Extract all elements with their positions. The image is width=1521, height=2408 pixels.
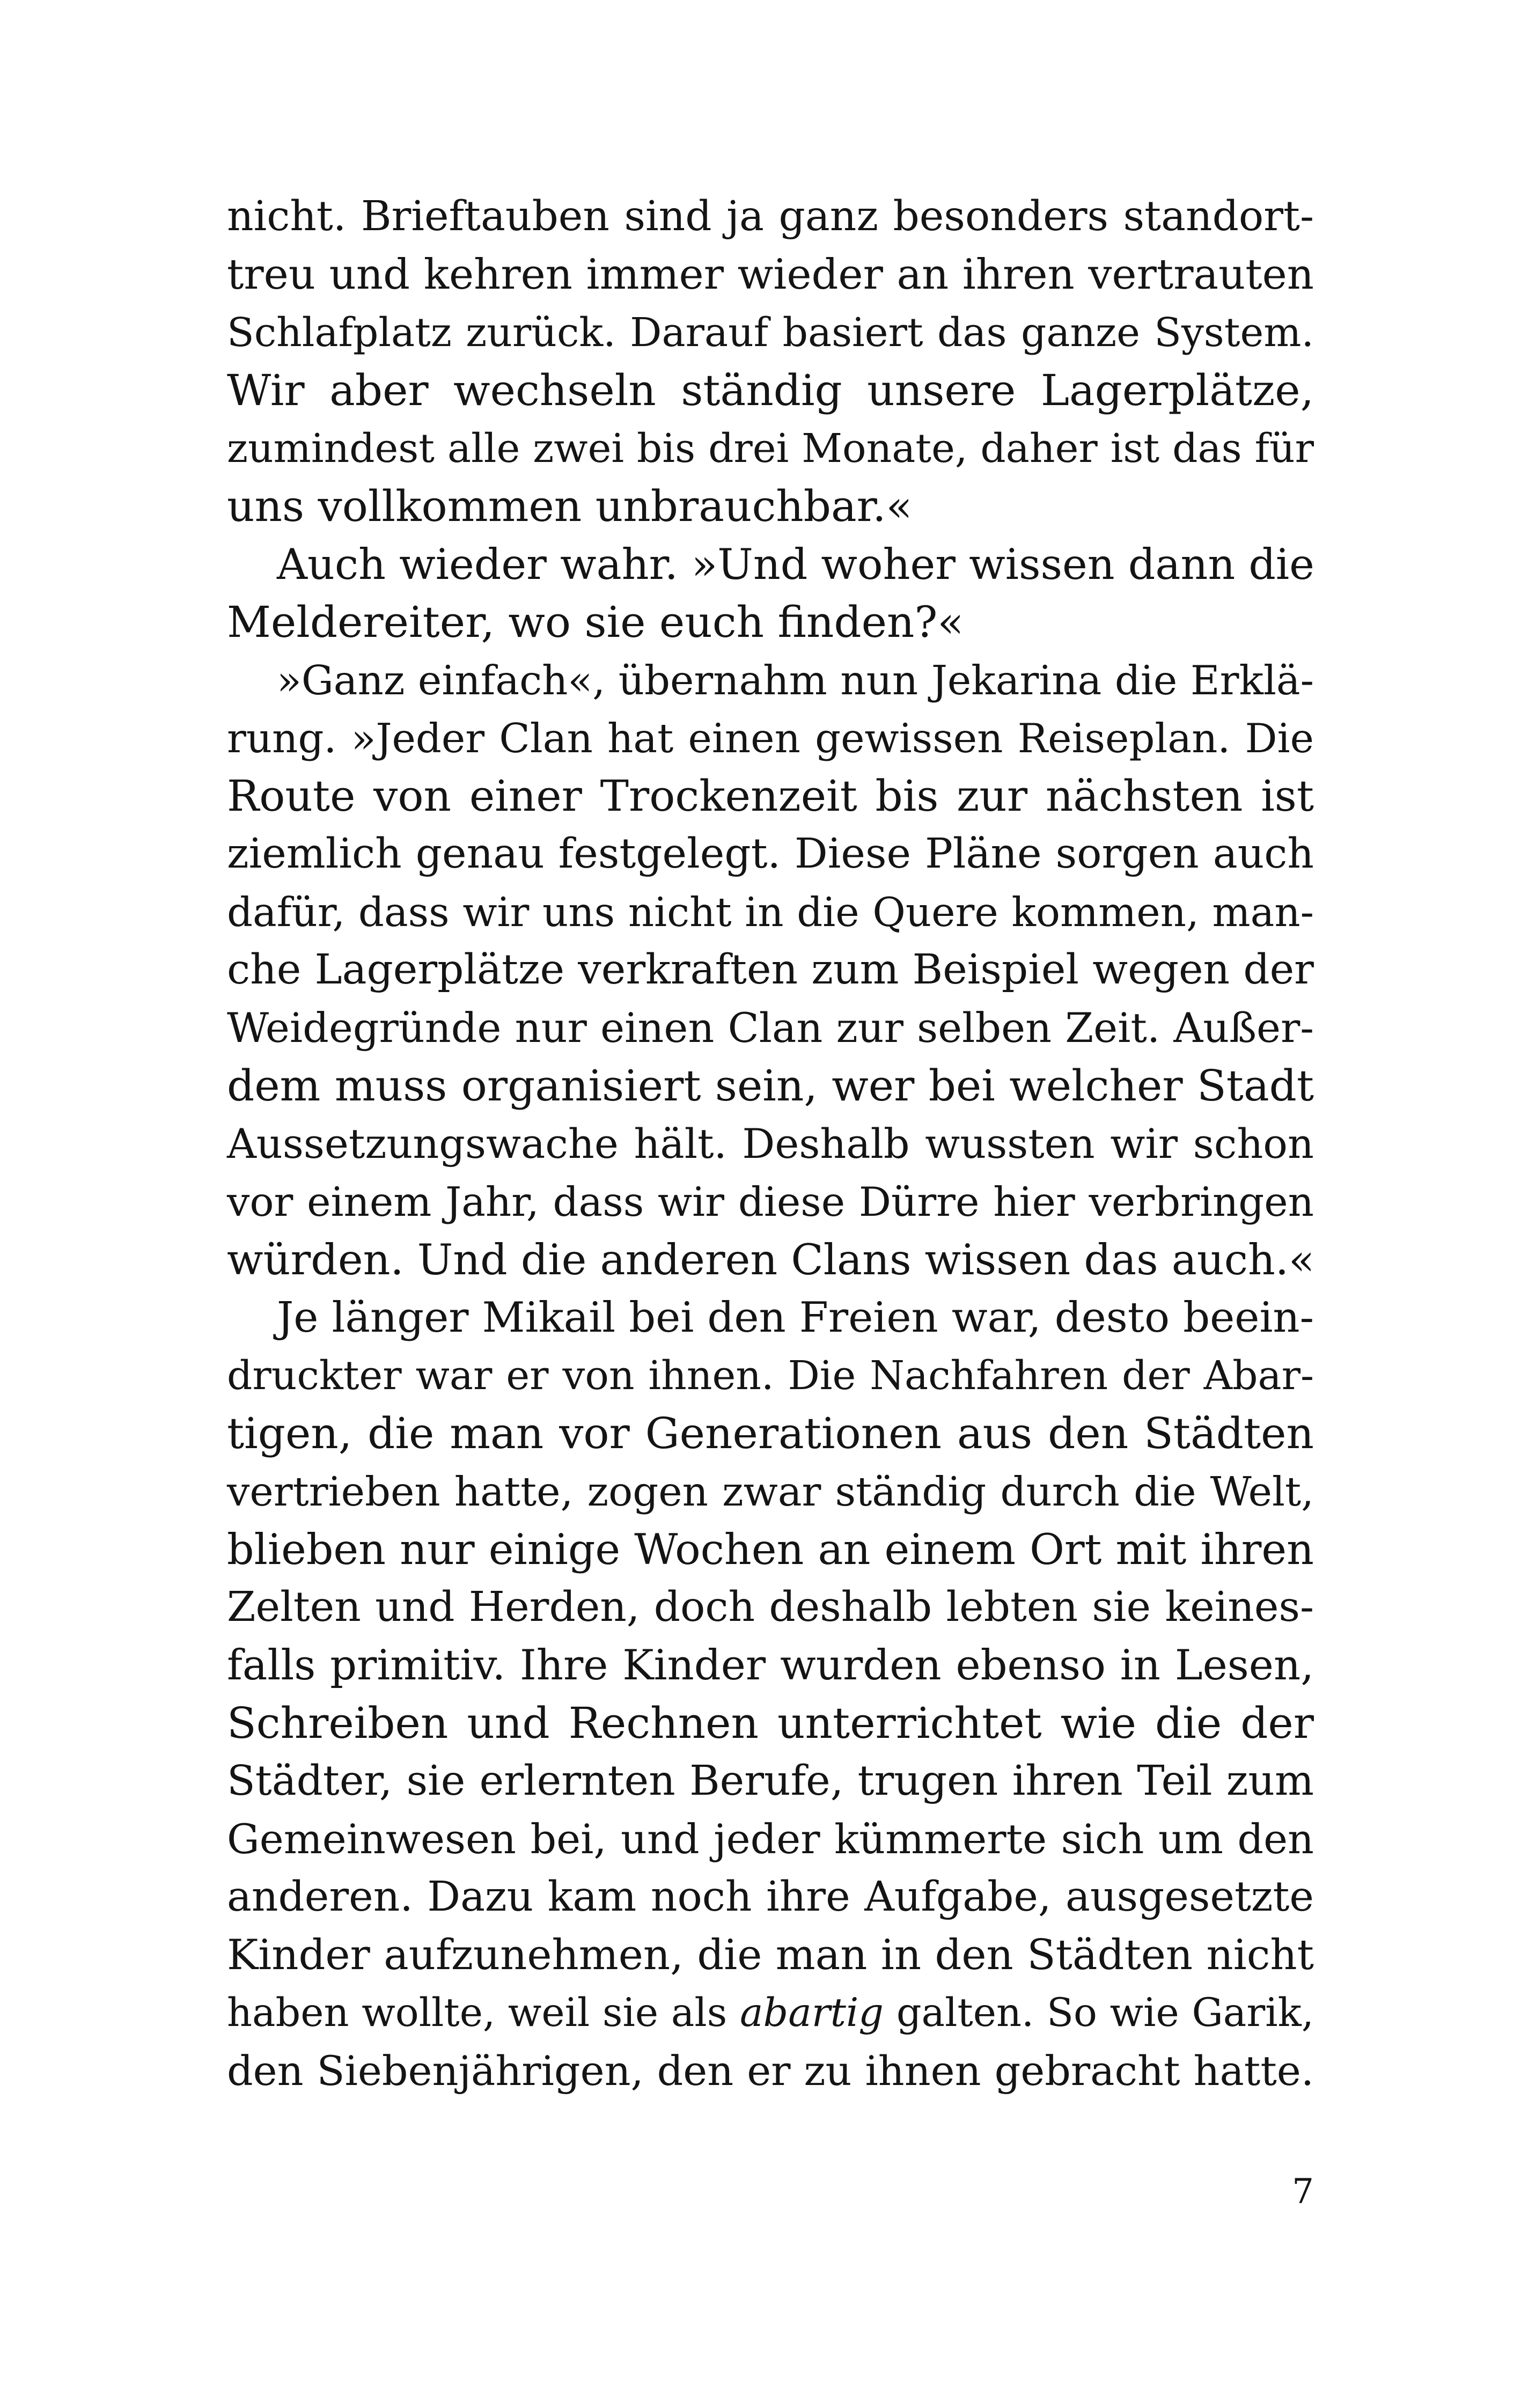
text-line: nicht. Brieftauben sind ja ganz besonders standort- [227,193,1314,240]
body-text [227,188,1314,2100]
text-line: Städter, sie erlernten Berufe, trugen ihren Teil zum [227,1757,1314,1805]
text-line: Schlafplatz zurück. Darauf basiert das ganze System. [227,310,1314,356]
text-line: falls primitiv. Ihre Kinder wurden ebenso in Lesen, [227,1641,1314,1690]
text-line: Je länger Mikail bei den Freien war, desto beein- [277,1294,1314,1342]
text-line: treu und kehren immer wieder an ihren vertrauten [227,251,1314,299]
text-line: »Ganz einfach«, übernahm nun Jekarina die Erklä- [277,657,1314,704]
text-line: zumindest alle zwei bis drei Monate, daher ist das für [227,425,1314,472]
text-line: Aussetzungswache hält. Deshalb wussten wir schon [227,1120,1314,1168]
text-segment: haben wollte, weil sie als [227,1990,740,2036]
paragraph [227,1289,1314,2100]
text-line: rung. »Jeder Clan hat einen gewissen Reiseplan. Die [227,715,1314,762]
text-line: würden. Und die anderen Clans wissen das auch.« [227,1235,1315,1284]
text-line: druckter war er von ihnen. Die Nachfahren der Abar- [227,1353,1314,1399]
text-line: Schreiben und Rechnen unterrichtet wie die der [227,1698,1314,1748]
text-line: vor einem Jahr, dass wir diese Dürre hier verbringen [227,1178,1314,1225]
text-line: Meldereiter, wo sie euch finden?« [227,597,964,647]
paragraph [227,651,1314,1289]
text-line: den Siebenjährigen, den er zu ihnen gebracht hatte. [227,2047,1314,2095]
text-line: Route von einer Trockenzeit bis zur nächsten ist [227,771,1314,821]
text-line: Wir aber wechseln ständig unsere Lagerplätze, [227,365,1314,415]
text-line: vertrieben hatte, zogen zwar ständig durch die Welt, [227,1468,1314,1515]
text-line: dafür, dass wir uns nicht in die Quere kommen, man- [227,889,1314,936]
text-line: tigen, die man vor Generationen aus den Städten [227,1408,1314,1458]
text-line: dem muss organisiert sein, wer bei welcher Stadt [227,1061,1314,1111]
text-segment: galten. So wie Garik, [884,1990,1314,2036]
paragraph [227,188,1314,535]
text-line: ziemlich genau festgelegt. Diese Pläne sorgen auch [227,830,1314,878]
text-line: blieben nur einige Wochen an einem Ort mit ihren [227,1525,1314,1574]
page-number: 7 [1292,2172,1314,2212]
text-line: Weidegründe nur einen Clan zur selben Zeit. Außer- [227,1004,1314,1052]
text-line: anderen. Dazu kam noch ihre Aufgabe, ausgesetzte [227,1873,1314,1921]
text-line: che Lagerplätze verkraften zum Beispiel wegen der [227,946,1314,994]
text-line: Zelten und Herden, doch deshalb lebten sie keines- [227,1583,1314,1631]
text-line [227,1984,1314,2042]
paragraph [227,535,1314,651]
text-line: Kinder aufzunehmen, die man in den Städten nicht [227,1931,1314,1979]
text-line: uns vollkommen unbrauchbar.« [227,481,913,531]
text-line: Auch wieder wahr. »Und woher wissen dann die [277,540,1314,589]
text-line: Gemeinwesen bei, und jeder kümmerte sich um den [227,1815,1314,1863]
italic-word: abartig [739,1990,884,2036]
